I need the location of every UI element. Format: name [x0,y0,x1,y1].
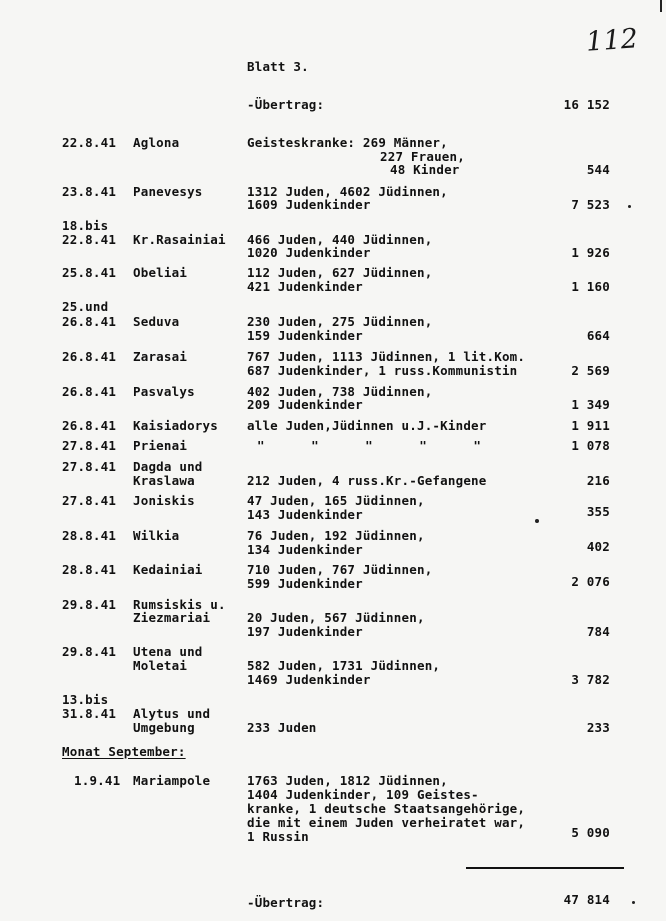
entry-count: 1 078 [571,438,610,453]
entry-date: 28.8.41 [62,528,117,543]
entry-count: 216 [586,473,610,488]
entry-date: 28.8.41 [62,562,117,577]
entry-desc-line: 1609 Judenkinder [247,197,371,212]
entry-place: Kr.Rasainiai [133,232,226,247]
entry-desc-line: 710 Juden, 767 Jüdinnen, [247,562,433,577]
entry-date: 31.8.41 [62,706,117,721]
entry-place: Obeliai [133,265,188,280]
entry-desc-line: 159 Judenkinder [247,328,363,343]
entry-count: 3 782 [571,672,610,687]
entry-date: 25.und [62,299,109,314]
scan-speck [632,901,635,904]
entry-desc-line: 1020 Judenkinder [247,245,371,260]
entry-place: Pasvalys [133,384,195,399]
entry-desc-line: 20 Juden, 567 Jüdinnen, [247,610,425,625]
entry-desc-line: kranke, 1 deutsche Staatsangehörige, [247,801,526,816]
entry-date: 26.8.41 [62,349,117,364]
entry-place: Aglona [133,135,180,150]
entry-place: Kraslawa [133,473,195,488]
entry-place: Alytus und [133,706,211,721]
entry-count: 1 349 [571,397,610,412]
entry-desc-line: die mit einem Juden verheiratet war, [247,815,526,830]
month-heading: Monat September: [62,744,186,759]
entry-place: Kedainiai [133,562,203,577]
entry-place: Umgebung [133,720,195,735]
entry-desc-line: 48 Kinder [390,162,460,177]
entry-count: 7 523 [571,197,610,212]
entry-count: 402 [586,539,610,554]
entry-place: Panevesys [133,184,203,199]
carry-in-label: -Übertrag: [247,97,325,112]
entry-desc-line: 209 Judenkinder [247,397,363,412]
entry-desc-line: 112 Juden, 627 Jüdinnen, [247,265,433,280]
scan-edge-mark [660,0,662,12]
entry-date: 29.8.41 [62,644,117,659]
entry-desc-line: 76 Juden, 192 Jüdinnen, [247,528,425,543]
entry-date: 18.bis [62,218,109,233]
entry-desc-line: 767 Juden, 1113 Jüdinnen, 1 lit.Kom. [247,349,526,364]
carry-in-total: 16 152 [563,97,610,112]
entry-count: 1 926 [571,245,610,260]
entry-place: Joniskis [133,493,195,508]
entry-date: 22.8.41 [62,232,117,247]
entry-ditto-marks: " " " " " [257,438,482,453]
entry-count: 355 [586,504,610,519]
entry-desc-line: 421 Judenkinder [247,279,363,294]
entry-count: 233 [586,720,610,735]
entry-date: 23.8.41 [62,184,117,199]
entry-count: 5 090 [571,825,610,840]
entry-date: 1.9.41 [74,773,121,788]
entry-date: 26.8.41 [62,384,117,399]
entry-place: Prienai [133,438,188,453]
entry-date: 27.8.41 [62,493,117,508]
sum-rule [466,867,624,869]
entry-desc-line: 402 Juden, 738 Jüdinnen, [247,384,433,399]
entry-desc-line: 230 Juden, 275 Jüdinnen, [247,314,433,329]
entry-desc-line: 1763 Juden, 1812 Jüdinnen, [247,773,448,788]
entry-place: Ziezmariai [133,610,211,625]
carry-out-label: -Übertrag: [247,895,325,910]
entry-place: Utena und [133,644,203,659]
entry-date: 27.8.41 [62,438,117,453]
scan-speck [535,519,539,523]
entry-count: 544 [586,162,610,177]
entry-desc-line: Geisteskranke: 269 Männer, [247,135,448,150]
entry-date: 29.8.41 [62,597,117,612]
entry-date: 13.bis [62,692,109,707]
entry-desc-line: 1312 Juden, 4602 Jüdinnen, [247,184,448,199]
entry-desc-line: 143 Judenkinder [247,507,363,522]
entry-desc-line: alle Juden,Jüdinnen u.J.-Kinder [247,418,487,433]
entry-date: 26.8.41 [62,314,117,329]
entry-count: 664 [586,328,610,343]
entry-desc-line: 227 Frauen, [380,149,465,164]
sheet-label: Blatt 3. [247,59,309,74]
entry-date: 22.8.41 [62,135,117,150]
handwritten-page-number: 112 [584,23,640,58]
entry-desc-line: 1469 Judenkinder [247,672,371,687]
entry-date: 25.8.41 [62,265,117,280]
entry-place: Dagda und [133,459,203,474]
entry-count: 2 569 [571,363,610,378]
scan-speck [628,205,631,208]
entry-desc-line: 212 Juden, 4 russ.Kr.-Gefangene [247,473,487,488]
entry-place: Kaisiadorys [133,418,218,433]
entry-place: Wilkia [133,528,180,543]
entry-count: 1 911 [571,418,610,433]
entry-date: 27.8.41 [62,459,117,474]
entry-count: 1 160 [571,279,610,294]
entry-desc-line: 134 Judenkinder [247,542,363,557]
entry-desc-line: 466 Juden, 440 Jüdinnen, [247,232,433,247]
entry-date: 26.8.41 [62,418,117,433]
entry-place: Zarasai [133,349,188,364]
entry-desc-line: 47 Juden, 165 Jüdinnen, [247,493,425,508]
entry-place: Seduva [133,314,180,329]
entry-desc-line: 197 Judenkinder [247,624,363,639]
entry-desc-line: 687 Judenkinder, 1 russ.Kommunistin [247,363,518,378]
entry-place: Rumsiskis u. [133,597,226,612]
entry-desc-line: 233 Juden [247,720,317,735]
entry-desc-line: 599 Judenkinder [247,576,363,591]
entry-place: Moletai [133,658,188,673]
entry-count: 2 076 [571,574,610,589]
entry-place: Mariampole [133,773,211,788]
entry-count: 784 [586,624,610,639]
entry-desc-line: 1404 Judenkinder, 109 Geistes- [247,787,479,802]
entry-desc-line: 1 Russin [247,829,309,844]
carry-out-total: 47 814 [563,892,610,907]
entry-desc-line: 582 Juden, 1731 Jüdinnen, [247,658,441,673]
